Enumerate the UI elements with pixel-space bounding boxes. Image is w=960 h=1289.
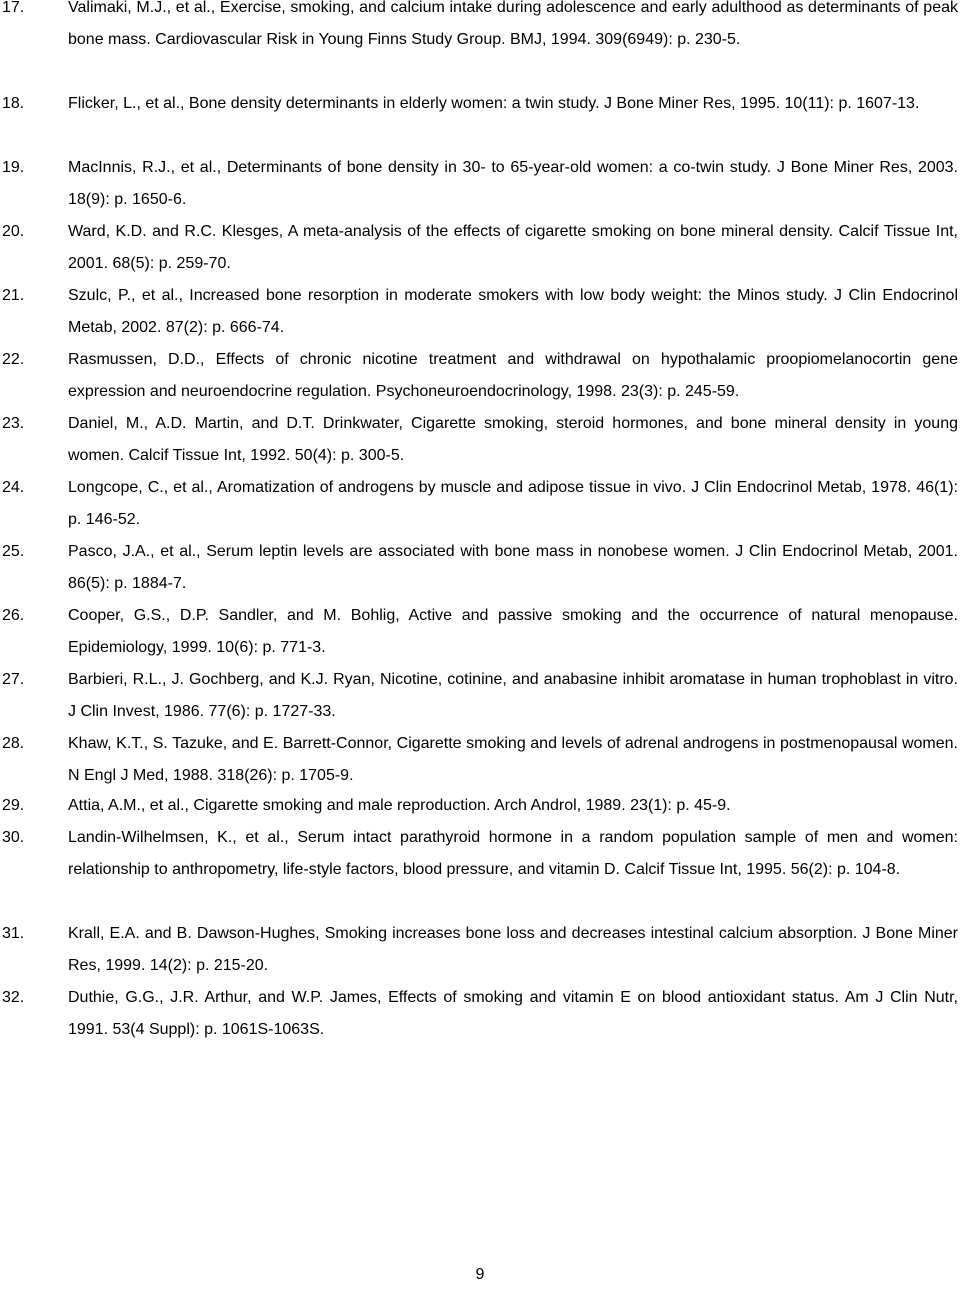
reference-number: 23.	[2, 415, 25, 432]
reference-text: Szulc, P., et al., Increased bone resorption in moderate smokers with low body weight: the Minos study. J Clin Endocrinol Metab, 2002. 87(2): p. 666-74.	[68, 287, 958, 336]
reference-number: 30.	[2, 829, 25, 846]
reference-text: MacInnis, R.J., et al., Determinants of bone density in 30- to 65-year-old women: a co-twin study. J Bone Miner Res, 2003. 18(9): p. 1650-6.	[68, 159, 958, 208]
reference-number: 17.	[2, 0, 25, 16]
reference-text: Rasmussen, D.D., Effects of chronic nicotine treatment and withdrawal on hypothalamic proopiomelanocortin gene expression and neuroendocrine regulation. Psychoneuroendocrinology, 1998. 23(3): p. 245-59.	[68, 351, 958, 400]
reference-number: 31.	[2, 925, 25, 942]
reference-number: 21.	[2, 287, 25, 304]
reference-number: 19.	[2, 159, 25, 176]
reference-text: Flicker, L., et al., Bone density determinants in elderly women: a twin study. J Bone Miner Res, 1995. 10(11): p. 1607-13.	[68, 95, 920, 112]
reference-text: Longcope, C., et al., Aromatization of androgens by muscle and adipose tissue in vivo. J Clin Endocrinol Metab, 1978. 46(1): p. 146-52.	[68, 479, 958, 528]
reference-number: 27.	[2, 671, 25, 688]
reference-text: Landin-Wilhelmsen, K., et al., Serum intact parathyroid hormone in a random population sample of men and women: relationship to anthropometry, life-style factors, blood pressure, and vitamin D. Calcif Tissue Int, 1995. 56(2): p. 104-8.	[68, 829, 958, 878]
reference-number: 25.	[2, 543, 25, 560]
reference-text: Attia, A.M., et al., Cigarette smoking and male reproduction. Arch Androl, 1989. 23(1): p. 45-9.	[68, 797, 731, 814]
reference-number: 22.	[2, 351, 25, 368]
reference-number: 28.	[2, 735, 25, 752]
page-number: 9	[475, 1266, 485, 1283]
reference-text: Pasco, J.A., et al., Serum leptin levels are associated with bone mass in nonobese women. J Clin Endocrinol Metab, 2001. 86(5): p. 1884-7.	[68, 543, 958, 592]
reference-number: 29.	[2, 797, 25, 814]
reference-text: Cooper, G.S., D.P. Sandler, and M. Bohlig, Active and passive smoking and the occurrence of natural menopause. Epidemiology, 1999. 10(6): p. 771-3.	[68, 607, 958, 656]
reference-number: 24.	[2, 479, 25, 496]
reference-number: 32.	[2, 989, 25, 1006]
reference-number: 18.	[2, 95, 25, 112]
reference-number: 26.	[2, 607, 25, 624]
reference-text: Daniel, M., A.D. Martin, and D.T. Drinkwater, Cigarette smoking, steroid hormones, and bone mineral density in young women. Calcif Tissue Int, 1992. 50(4): p. 300-5.	[68, 415, 958, 464]
reference-text: Valimaki, M.J., et al., Exercise, smoking, and calcium intake during adolescence and early adulthood as determinants of peak bone mass. Cardiovascular Risk in Young Finns Study Group. BMJ, 1994. 309(6949): p. 230-5.	[68, 0, 958, 48]
reference-text: Duthie, G.G., J.R. Arthur, and W.P. James, Effects of smoking and vitamin E on blood antioxidant status. Am J Clin Nutr, 1991. 53(4 Suppl): p. 1061S-1063S.	[68, 989, 958, 1038]
reference-number: 20.	[2, 223, 25, 240]
reference-text: Khaw, K.T., S. Tazuke, and E. Barrett-Connor, Cigarette smoking and levels of adrenal androgens in postmenopausal women. N Engl J Med, 1988. 318(26): p. 1705-9.	[68, 735, 958, 784]
reference-text: Barbieri, R.L., J. Gochberg, and K.J. Ryan, Nicotine, cotinine, and anabasine inhibit aromatase in human trophoblast in vitro. J Clin Invest, 1986. 77(6): p. 1727-33.	[68, 671, 958, 720]
reference-text: Krall, E.A. and B. Dawson-Hughes, Smoking increases bone loss and decreases intestinal calcium absorption. J Bone Miner Res, 1999. 14(2): p. 215-20.	[68, 925, 958, 974]
reference-text: Ward, K.D. and R.C. Klesges, A meta-analysis of the effects of cigarette smoking on bone mineral density. Calcif Tissue Int, 2001. 68(5): p. 259-70.	[68, 223, 958, 272]
